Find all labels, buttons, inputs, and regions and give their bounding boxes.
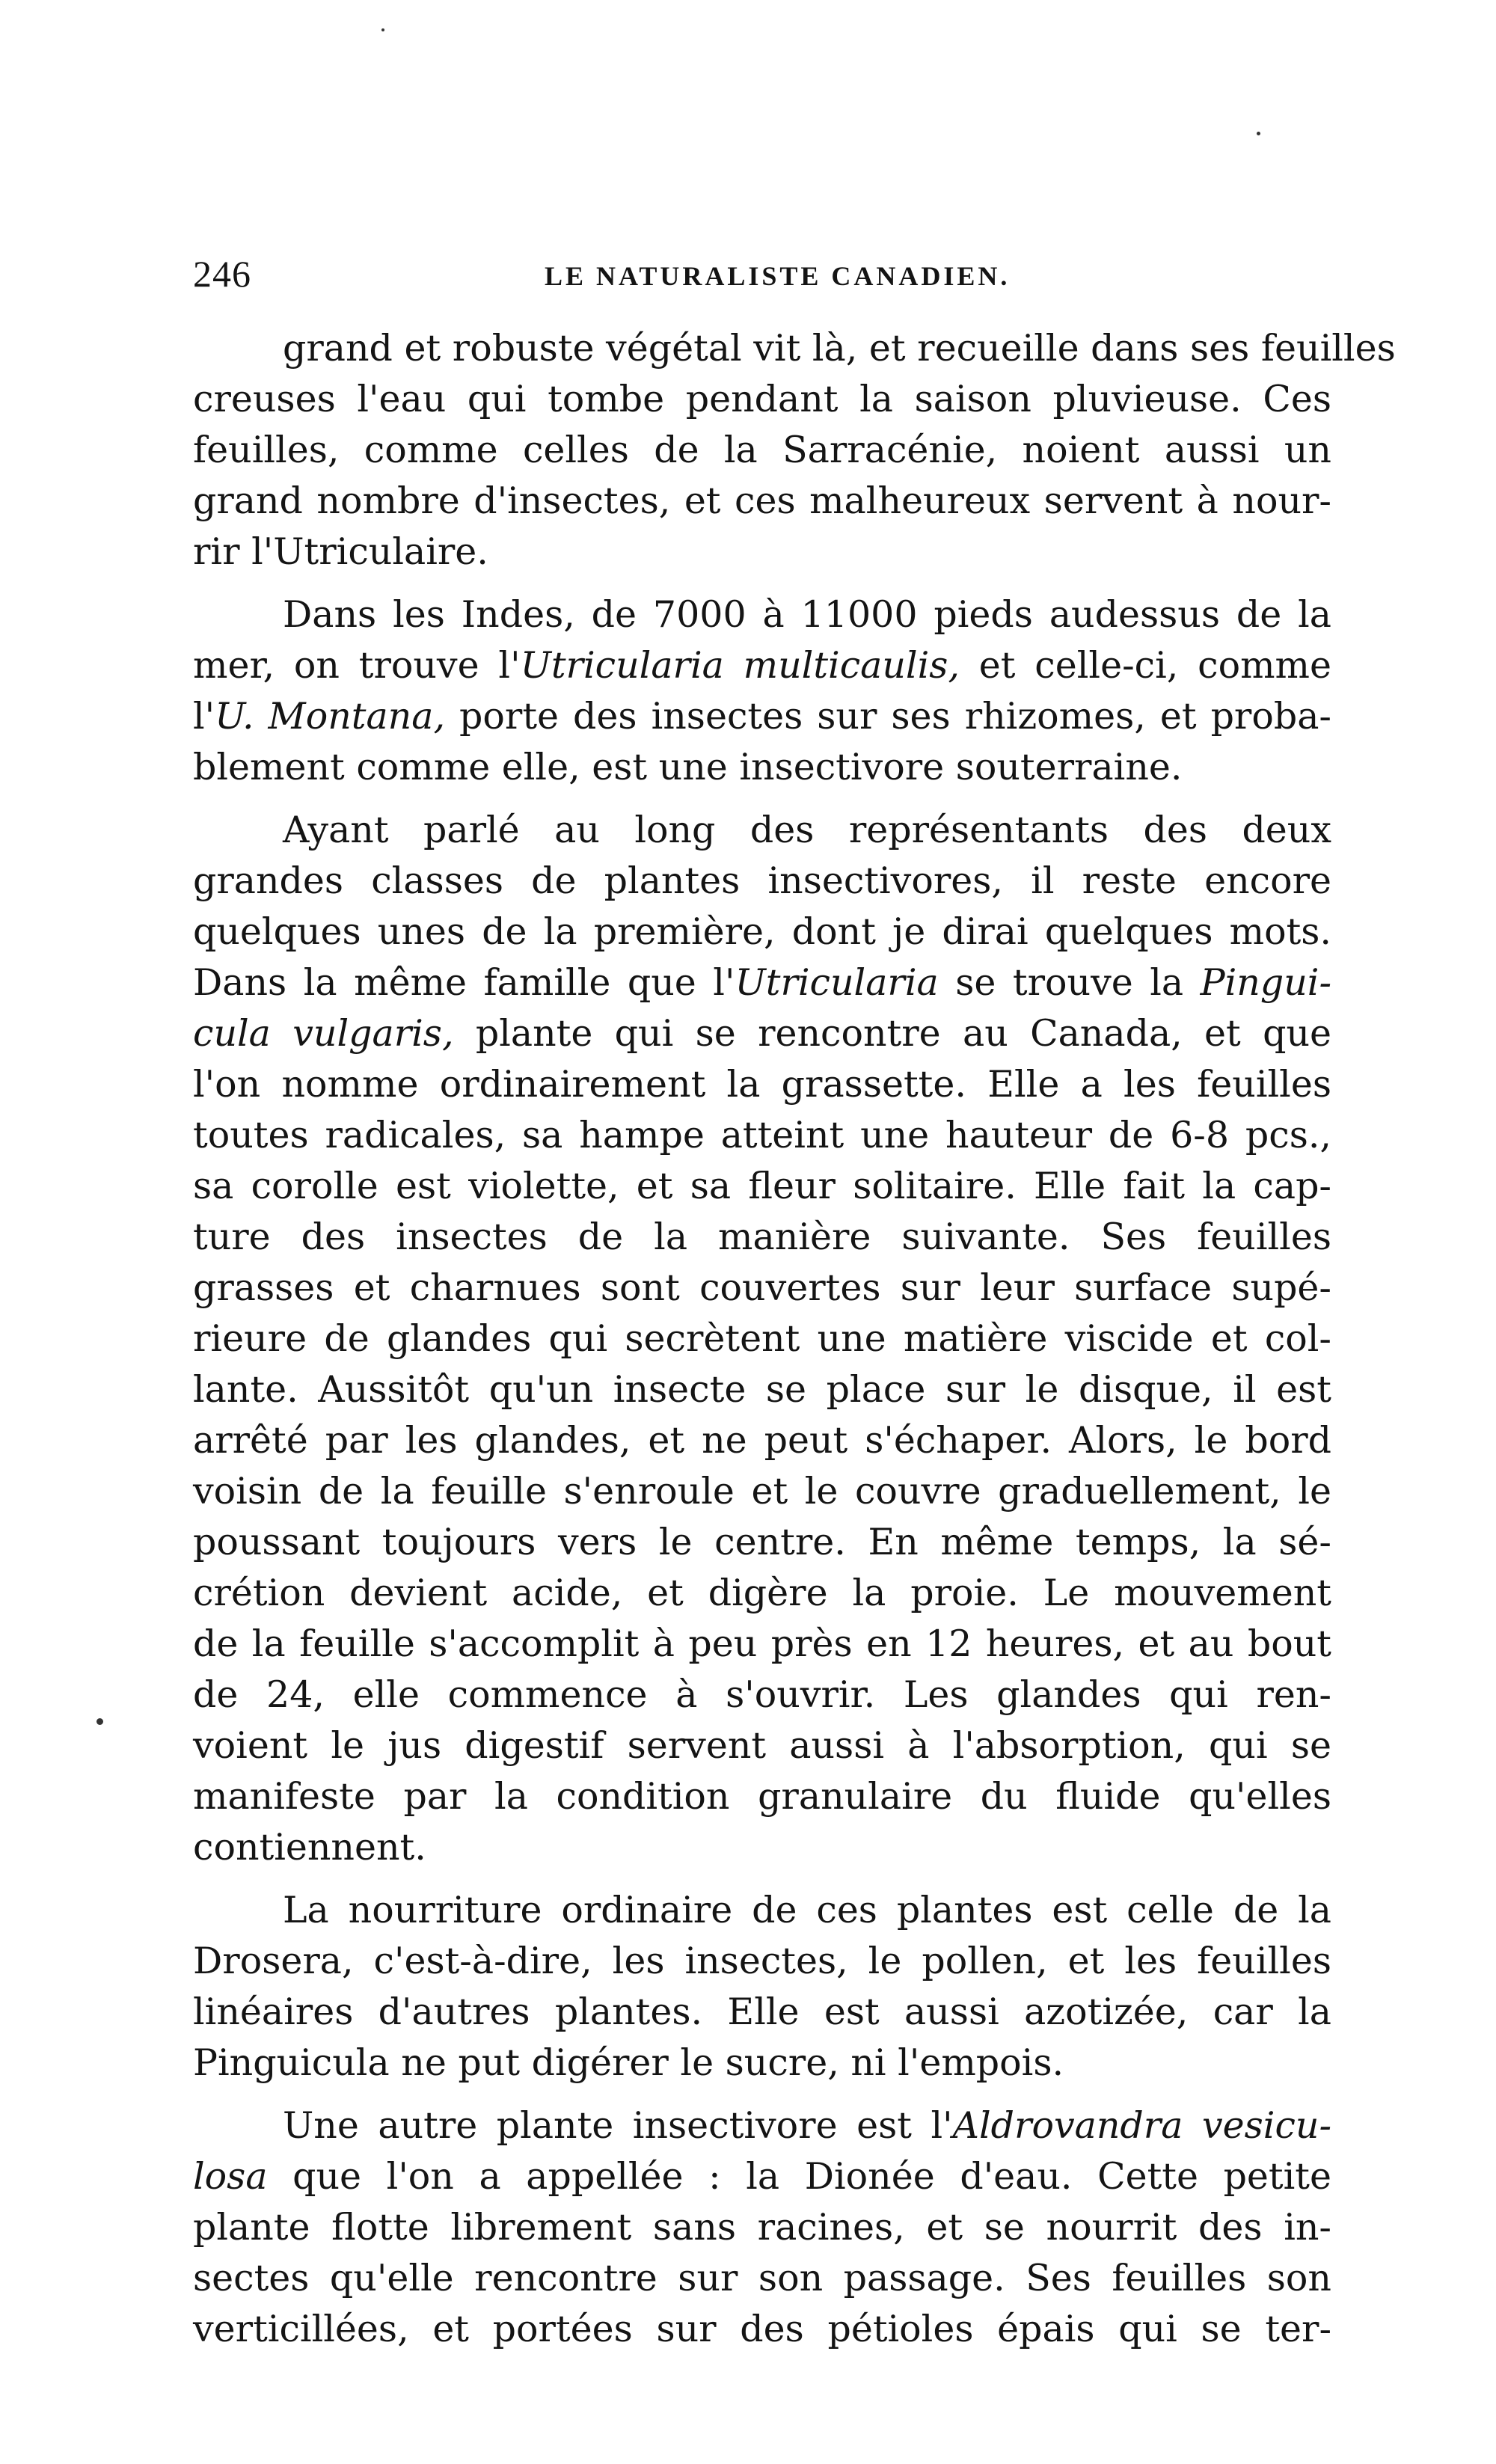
text-line — [193, 1212, 1331, 1263]
line-text: Une autre plante insectivore est l' — [283, 2104, 953, 2147]
line-text: La nourriture ordinaire de ces plantes est celle de la — [283, 1889, 1331, 1931]
line-text: de 24, elle commence à s'ouvrir. Les glandes qui ren- — [193, 1673, 1331, 1716]
paragraph — [193, 323, 1396, 577]
text-line — [193, 2100, 1331, 2151]
line-text: lante. Aussitôt qu'un insecte se place sur le disque, il est — [193, 1368, 1331, 1411]
line-text: linéaires d'autres plantes. Elle est aussi azotizée, car la — [193, 1990, 1331, 2033]
text-line — [193, 2304, 1331, 2355]
text-line — [193, 2151, 1331, 2202]
line-text: Dans la même famille que l' — [193, 961, 735, 1004]
text-line — [193, 1987, 1331, 2038]
line-text: Pinguicula ne put digérer le sucre, ni l'empois. — [193, 2041, 1064, 2084]
text-line — [193, 1670, 1331, 1720]
italic-term: cula vulgaris, — [193, 1012, 454, 1055]
paragraph — [193, 805, 1331, 1873]
italic-term: Pingui- — [1200, 961, 1332, 1004]
line-text: l'on nomme ordinairement la grassette. Elle a les feuilles — [193, 1063, 1331, 1106]
italic-term: Utricularia multicaulis, — [520, 644, 960, 687]
line-text: sa corolle est violette, et sa fleur solitaire. Elle fait la cap- — [193, 1165, 1331, 1207]
text-line — [193, 1517, 1331, 1568]
line-text: toutes radicales, sa hampe atteint une hauteur de 6-8 pcs., — [193, 1114, 1331, 1156]
line-text: contiennent. — [193, 1826, 426, 1869]
text-line — [193, 1161, 1331, 1212]
running-head — [193, 251, 1330, 296]
italic-term: U. Montana, — [215, 695, 446, 738]
line-text: quelques unes de la première, dont je dirai quelques mots. — [193, 910, 1331, 953]
text-line — [193, 1466, 1331, 1517]
text-line — [193, 691, 1331, 742]
text-line — [193, 2038, 1331, 2088]
line-text: creuses l'eau qui tombe pendant la saison pluvieuse. Ces — [193, 378, 1331, 420]
text-line — [193, 1885, 1331, 1936]
scan-speck — [381, 28, 384, 31]
text-line — [193, 2253, 1331, 2304]
line-text: rieure de glandes qui secrètent une matière viscide et col- — [193, 1317, 1331, 1360]
text-line — [193, 1059, 1331, 1110]
paragraph — [193, 1885, 1331, 2088]
line-text: Drosera, c'est-à-dire, les insectes, le pollen, et les feuilles — [193, 1940, 1331, 1982]
text-line — [193, 907, 1331, 957]
line-text: grand et robuste végétal vit là, et recueille dans ses feuilles — [283, 327, 1396, 370]
text-line — [193, 1771, 1331, 1822]
line-text: verticillées, et portées sur des pétioles épais qui se ter- — [193, 2308, 1331, 2350]
text-line — [193, 1619, 1331, 1670]
text-line — [193, 323, 1396, 374]
line-text: grasses et charnues sont couvertes sur leur surface supé- — [193, 1266, 1331, 1309]
line-text: voient le jus digestif servent aussi à l'absorption, qui se — [193, 1724, 1331, 1767]
page-number: 246 — [193, 253, 251, 295]
text-line — [193, 1415, 1331, 1466]
line-text: crétion devient acide, et digère la proie. Le mouvement — [193, 1572, 1331, 1614]
line-text: Dans les Indes, de 7000 à 11000 pieds audessus de la — [283, 593, 1331, 636]
italic-term: Aldrovandra vesicu- — [952, 2104, 1332, 2147]
line-text: porte des insectes sur ses rhizomes, et proba- — [445, 695, 1331, 738]
text-line — [193, 742, 1331, 793]
line-text: de la feuille s'accomplit à peu près en 12 heures, et au bout — [193, 1622, 1331, 1665]
line-text: feuilles, comme celles de la Sarracénie, noient aussi un — [193, 429, 1331, 471]
journal-title: LE NATURALISTE CANADIEN. — [545, 261, 1011, 291]
text-line — [193, 476, 1331, 527]
text-line — [193, 1720, 1331, 1771]
line-text: voisin de la feuille s'enroule et le couvre graduellement, le — [193, 1470, 1331, 1513]
text-line — [193, 1568, 1331, 1619]
text-line — [193, 1008, 1331, 1059]
line-text: Ayant parlé au long des représentants des deux — [283, 809, 1331, 851]
text-line — [193, 374, 1331, 425]
line-text: se trouve la — [938, 961, 1201, 1004]
text-line — [193, 1364, 1331, 1415]
text-line — [193, 640, 1331, 691]
line-text: manifeste par la condition granulaire du fluide qu'elles — [193, 1775, 1331, 1818]
text-line — [193, 589, 1331, 640]
scan-speck — [1257, 132, 1260, 135]
text-line — [193, 805, 1331, 856]
line-text: que l'on a appellée : la Dionée d'eau. Cette petite — [267, 2155, 1331, 2198]
text-line — [193, 856, 1331, 907]
text-line — [193, 527, 1331, 577]
line-text: grandes classes de plantes insectivores, il reste encore — [193, 859, 1331, 902]
article-body — [193, 323, 1396, 2355]
text-line — [193, 1110, 1331, 1161]
italic-term: losa — [193, 2155, 268, 2198]
text-line — [193, 1314, 1331, 1364]
text-line — [193, 1263, 1331, 1314]
line-text: l' — [193, 695, 215, 738]
text-line — [193, 2202, 1331, 2253]
scan-speck — [96, 1718, 103, 1725]
text-line — [193, 425, 1331, 476]
text-line — [193, 957, 1331, 1008]
line-text: plante flotte librement sans racines, et se nourrit des in- — [193, 2206, 1331, 2249]
italic-term: Utricularia — [735, 961, 939, 1004]
text-line — [193, 1936, 1331, 1987]
paragraph — [193, 589, 1331, 793]
line-text: plante qui se rencontre au Canada, et que — [453, 1012, 1331, 1055]
text-line — [193, 1822, 1331, 1873]
line-text: mer, on trouve l' — [193, 644, 521, 687]
line-text: grand nombre d'insectes, et ces malheureux servent à nour- — [193, 479, 1331, 522]
line-text: poussant toujours vers le centre. En même temps, la sé- — [193, 1521, 1331, 1563]
paragraph — [193, 2100, 1331, 2355]
line-text: arrêté par les glandes, et ne peut s'échaper. Alors, le bord — [193, 1419, 1331, 1462]
line-text: sectes qu'elle rencontre sur son passage. Ses feuilles son — [193, 2257, 1331, 2299]
line-text: ture des insectes de la manière suivante. Ses feuilles — [193, 1216, 1331, 1258]
line-text: rir l'Utriculaire. — [193, 530, 488, 573]
line-text: blement comme elle, est une insectivore souterraine. — [193, 746, 1183, 788]
line-text: et celle-ci, comme — [959, 644, 1331, 687]
